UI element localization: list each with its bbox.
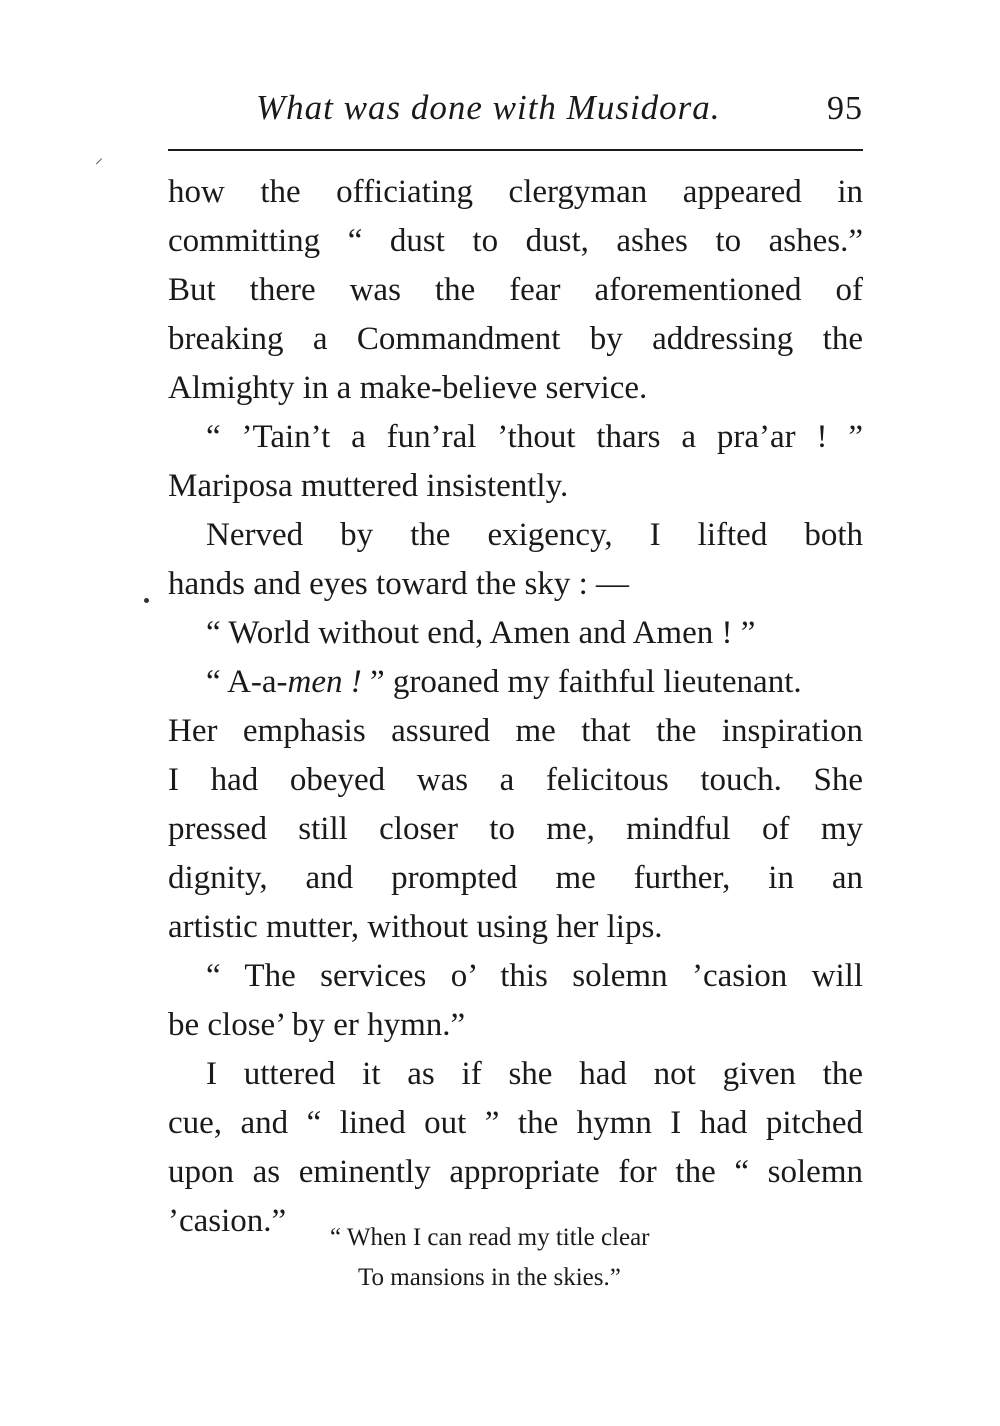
running-header: [168, 88, 863, 140]
text-line: Mariposa muttered insistently.: [168, 468, 569, 504]
page-number: 95: [827, 90, 863, 127]
text-line: how the officiating clergyman appeared in: [168, 174, 863, 210]
body-text: [168, 168, 863, 1246]
text-line: I had obeyed was a felicitous touch. She: [168, 762, 863, 798]
amen-prefix: “ A-a-: [206, 664, 288, 700]
verse-line-2: To mansions in the skies.”: [358, 1264, 621, 1291]
hymn-verse: [330, 1218, 650, 1298]
amen-line: [168, 658, 863, 707]
text-line: But there was the fear aforementioned of: [168, 272, 863, 308]
running-title: What was done with Musidora.: [256, 88, 721, 127]
text-line: be close’ by er hymn.”: [168, 1007, 466, 1043]
text-line: “ ’Tain’t a fun’ral ’thout thars a pra’ar ! ”: [206, 419, 863, 455]
text-line: I uttered it as if she had not given the: [206, 1056, 863, 1092]
text-line: hands and eyes toward the sky : —: [168, 566, 629, 602]
text-line: pressed still closer to me, mindful of my: [168, 811, 863, 847]
text-line: cue, and “ lined out ” the hymn I had pitched: [168, 1105, 863, 1141]
stray-print-mark: ⸝: [95, 150, 104, 167]
header-rule: [168, 149, 863, 151]
text-line: upon as eminently appropriate for the “ solemn: [168, 1154, 863, 1190]
amen-suffix: ”: [361, 664, 393, 700]
text-line: Her emphasis assured me that the inspiration: [168, 713, 863, 749]
text-line: Almighty in a make-believe service.: [168, 370, 648, 406]
verse-line-1: “ When I can read my title clear: [330, 1224, 650, 1251]
text-line: ’casion.”: [168, 1203, 287, 1239]
amen-italic: men !: [287, 664, 362, 700]
stray-print-dot: [144, 598, 149, 603]
text-line: “ The services o’ this solemn ’casion will: [206, 958, 863, 994]
text-line: artistic mutter, without using her lips.: [168, 909, 663, 945]
text-line: breaking a Commandment by addressing the: [168, 321, 863, 357]
amen-rest: groaned my faithful lieutenant.: [392, 664, 802, 700]
text-line: Nerved by the exigency, I lifted both: [206, 517, 863, 553]
text-line: committing “ dust to dust, ashes to ashes.”: [168, 223, 863, 259]
text-line: “ World without end, Amen and Amen ! ”: [206, 615, 756, 651]
text-line: dignity, and prompted me further, in an: [168, 860, 863, 896]
